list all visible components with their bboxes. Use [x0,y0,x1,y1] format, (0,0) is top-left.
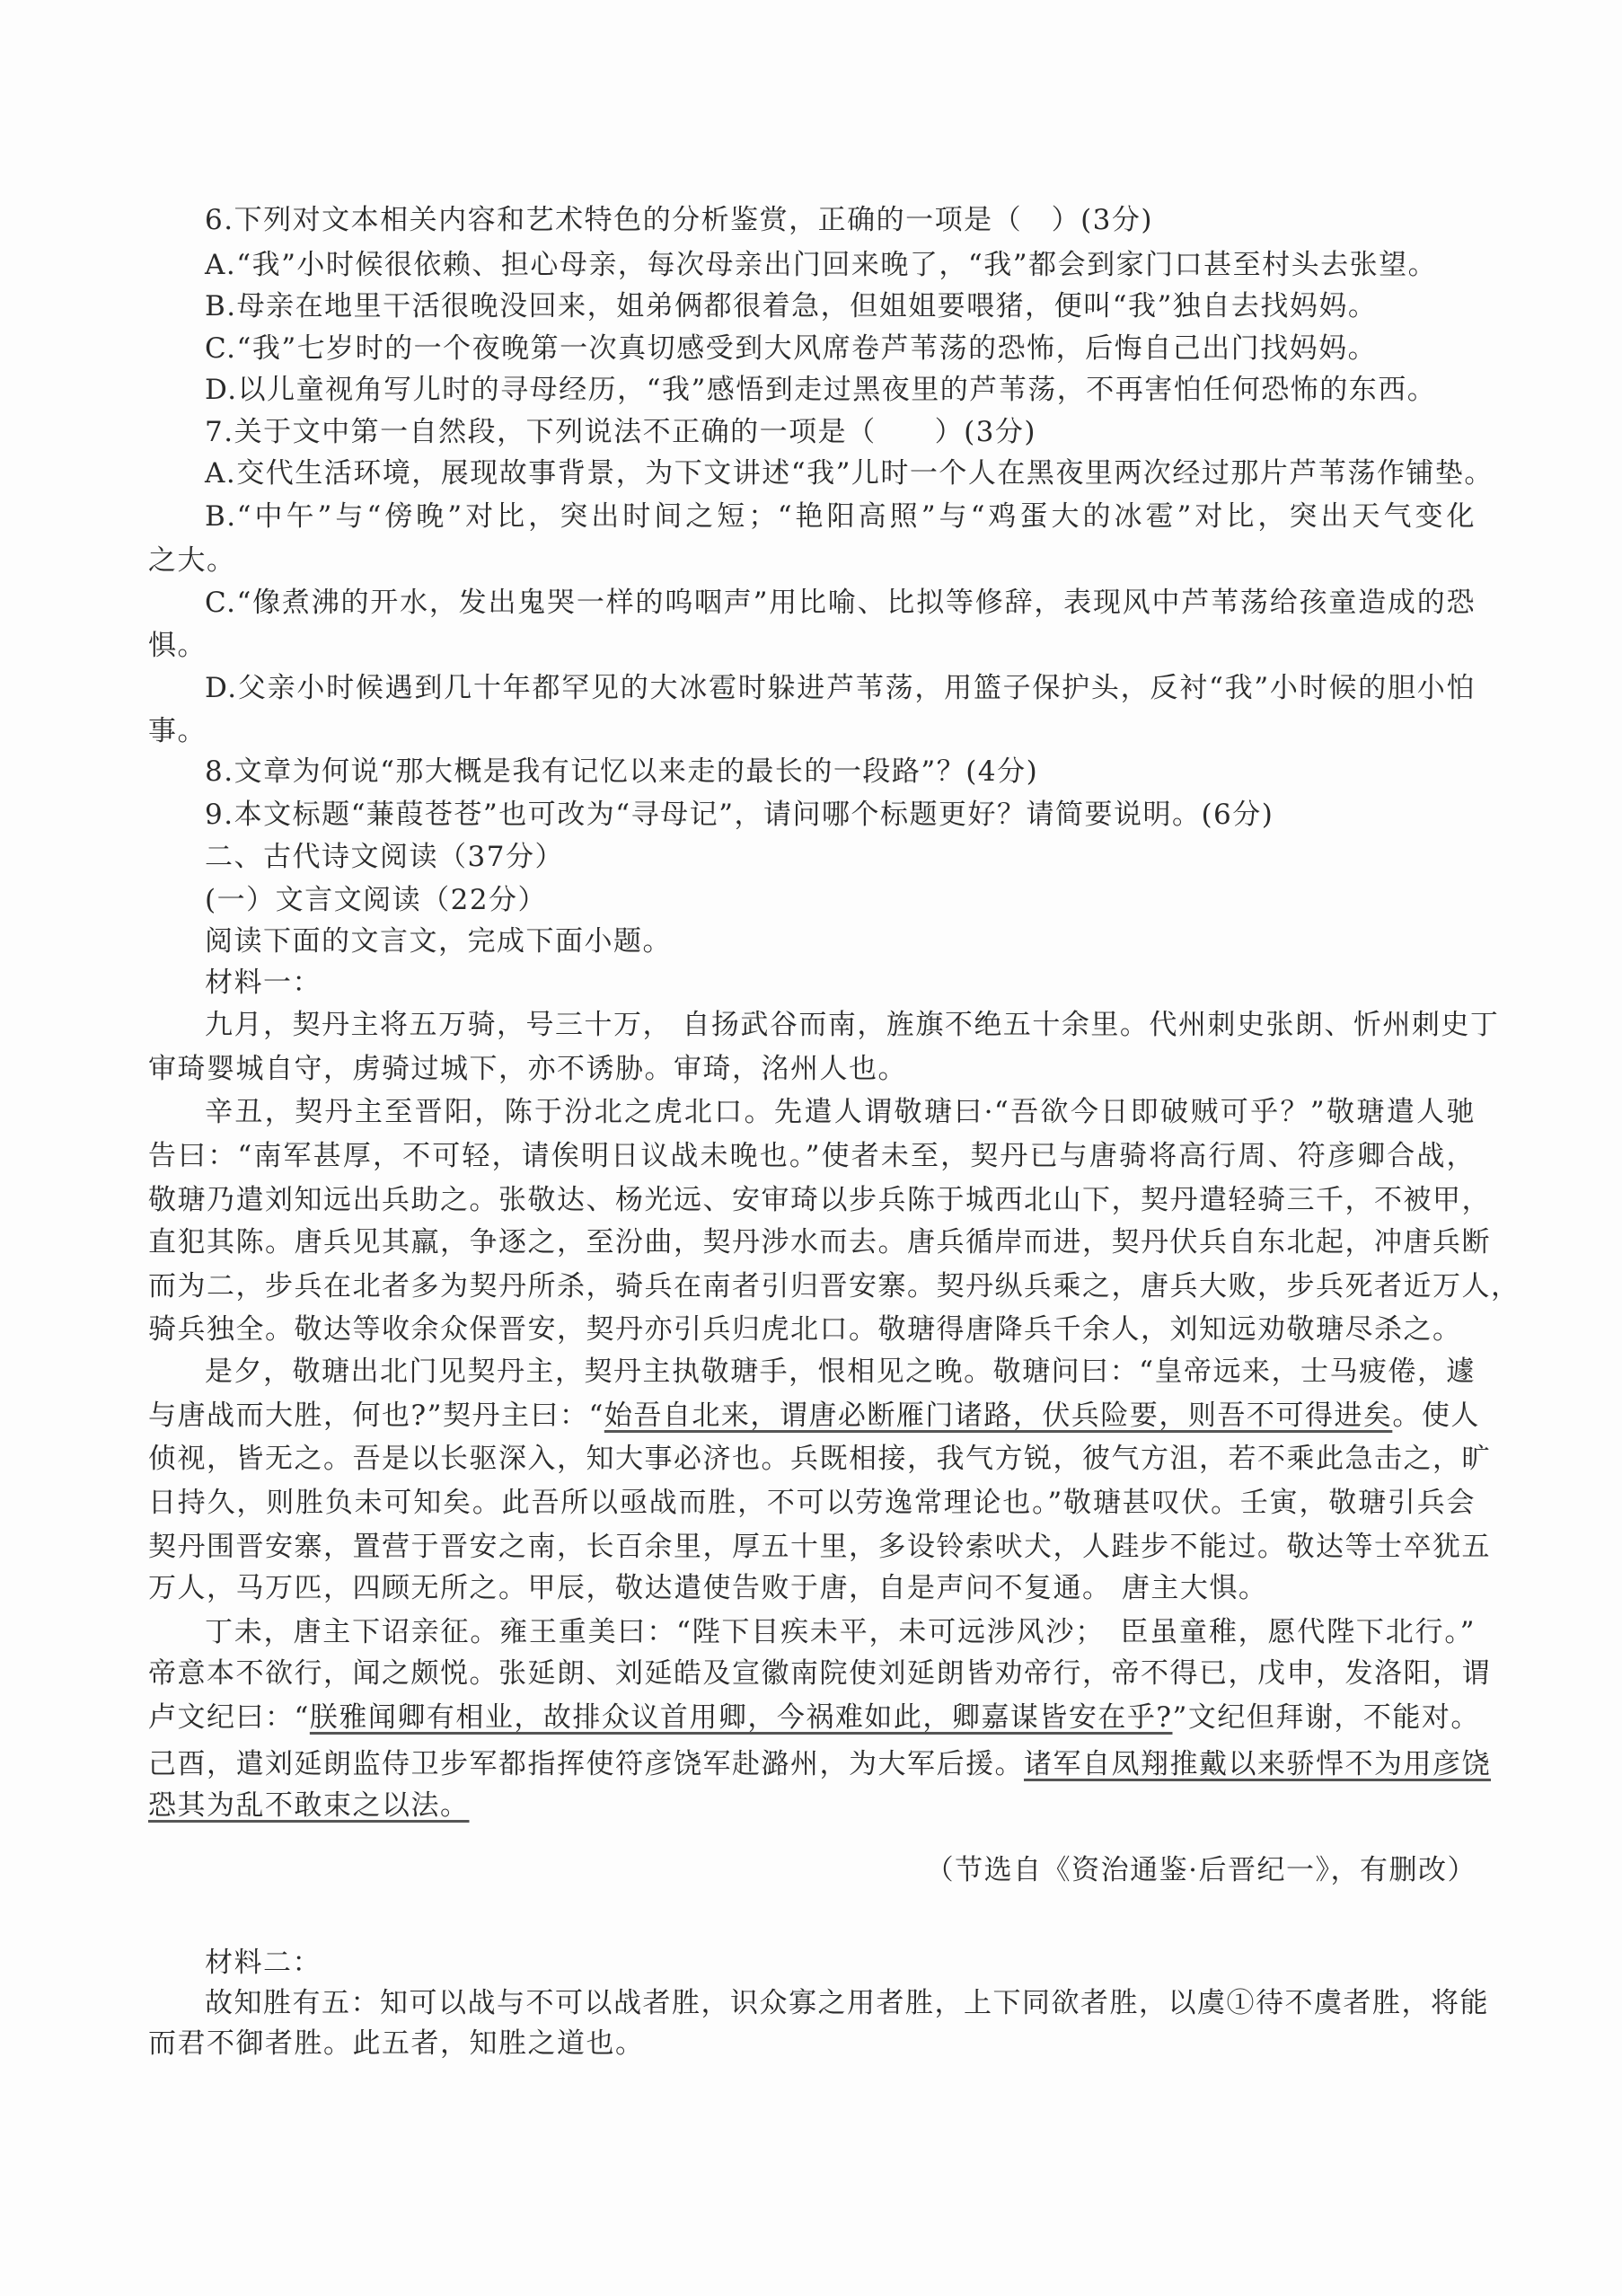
material-1-p2-line: 而为二，步兵在北者多为契丹所杀，骑兵在南者引归晋安寨。契丹纵兵乘之，唐兵大败，步兵死者近万人， [148,1270,1521,1303]
question-7-option-b: B.“中午”与“傍晚”对比，突出时间之短；“艳阳高照”与“鸡蛋大的冰雹”对比，突出天气变化 [205,500,1476,533]
text: 。使人 [1392,1400,1480,1432]
underlined-sentence-3-cont: 恐其为乱不敢束之以法。 [148,1789,470,1822]
question-6-option-c: C.“我”七岁时的一个夜晚第一次真切感受到大风席卷芦苇荡的恐怖，后悔自己出门找妈妈。 [205,332,1378,365]
section-subheading: (一）文言文阅读（22分） [205,884,548,916]
material-1-p3-line [148,1398,1480,1434]
text: ”文纪但拜谢，不能对。 [1172,1701,1480,1734]
material-1-p4-line [148,1788,470,1824]
text: 与唐战而大胜，何也?”契丹主曰：“ [148,1400,604,1432]
question-9: 9.本文标题“蒹葭苍苍”也可改为“寻母记”，请问哪个标题更好？请简要说明。(6分) [205,799,1274,831]
material-1-p3-line: 侦视，皆无之。吾是以长驱深入，知大事必济也。兵既相接，我气方锐，彼气方沮，若不乘此急击之，旷 [148,1443,1491,1475]
section-instruction: 阅读下面的文言文，完成下面小题。 [205,925,672,958]
text: 己酉，遣刘延朗监侍卫步军都指挥使符彦饶军赴潞州，为大军后援。 [148,1748,1024,1780]
material-1-p4-line [148,1746,1491,1782]
material-1-p3-line: 契丹围晋安寨，置营于晋安之南，长百余里，厚五十里，多设铃索吠犬，人跬步不能过。敬达等士卒犹五 [148,1531,1491,1563]
source-citation: （节选自《资治通鉴·后晋纪一》，有删改） [925,1854,1477,1886]
material-1-p4-line [148,1700,1480,1735]
material-1-p3-line: 是夕，敬瑭出北门见契丹主，契丹主执敬瑭手，恨相见之晚。敬瑭问曰：“皇帝远来，士马疲倦，遽 [205,1356,1476,1388]
question-7-option-b-cont: 之大。 [148,544,236,577]
material-1-p3-line: 日持久，则胜负未可知矣。此吾所以亟战而胜，不可以劳逸常理论也。”敬瑭甚叹伏。壬寅，敬瑭引兵会 [148,1487,1476,1519]
material-1-p2-line: 告曰：“南军甚厚，不可轻，请俟明日议战未晚也。”使者未至，契丹已与唐骑将高行周、符彦卿合战， [148,1140,1476,1172]
text: 卢文纪曰：“ [148,1701,310,1734]
underlined-sentence-1: 始吾自北来，谓唐必断雁门诸路，伏兵险要，则吾不可得进矣 [604,1400,1393,1432]
question-6-option-b: B.母亲在地里干活很晚没回来，姐弟俩都很着急，但姐姐要喂猪，便叫“我”独自去找妈妈。 [205,290,1378,322]
material-2-label: 材料二： [205,1947,322,1979]
question-6-stem: 6.下列对文本相关内容和艺术特色的分析鉴赏，正确的一项是（ ）(3分) [205,204,1153,236]
material-1-p3-line: 万人，马万匹，四顾无所之。甲辰，敬达遣使告败于唐，自是声问不复通。 唐主大惧。 [148,1572,1268,1604]
material-1-p2-line: 直犯其陈。唐兵见其羸，争逐之，至汾曲，契丹涉水而去。唐兵循岸而进，契丹伏兵自东北起，冲唐兵断 [148,1226,1491,1258]
material-1-p4-line: 丁未，唐主下诏亲征。雍王重美曰：“陛下目疾未平，未可远涉风沙； 臣虽童稚，愿代陛下北行。” [205,1616,1476,1648]
question-7-stem: 7.关于文中第一自然段，下列说法不正确的一项是（ ）(3分) [205,416,1036,448]
question-7-option-d: D.父亲小时候遇到几十年都罕见的大冰雹时躲进芦苇荡，用篮子保护头，反衬“我”小时候的胆小怕 [205,672,1476,704]
material-1-p2-line: 骑兵独全。敬达等收余众保晋安，契丹亦引兵归虎北口。敬瑭得唐降兵千余人，刘知远劝敬瑭尽杀之。 [148,1313,1462,1346]
material-1-p2-line: 敬瑭乃遣刘知远出兵助之。张敬达、杨光远、安审琦以步兵陈于城西北山下，契丹遣轻骑三千，不被甲， [148,1184,1491,1216]
underlined-sentence-2: 朕雅闻卿有相业，故排众议首用卿，今祸难如此，卿嘉谋皆安在乎? [309,1701,1173,1734]
question-7-option-c-cont: 惧。 [148,630,207,662]
material-1-label: 材料一： [205,967,322,999]
question-7-option-d-cont: 事。 [148,715,207,747]
question-7-option-a: A.交代生活环境，展现故事背景，为下文讲述“我”儿时一个人在黑夜里两次经过那片芦苇荡作铺垫。 [205,457,1494,490]
material-1-p1-line: 审琦婴城自守，虏骑过城下，亦不诱胁。审琦，洺州人也。 [148,1053,907,1085]
question-8: 8.文章为何说“那大概是我有记忆以来走的最长的一段路”？(4分) [205,755,1039,788]
material-2-line: 而君不御者胜。此五者，知胜之道也。 [148,2027,645,2060]
question-7-option-c: C.“像煮沸的开水，发出鬼哭一样的呜咽声”用比喻、比拟等修辞，表现风中芦苇荡给孩童造成的恐 [205,587,1476,619]
material-2-line: 故知胜有五：知可以战与不可以战者胜，识众寡之用者胜，上下同欲者胜，以虞①待不虞者胜，将能 [205,1987,1489,2019]
question-6-option-d: D.以儿童视角写儿时的寻母经历，“我”感悟到走过黑夜里的芦苇荡，不再害怕任何恐怖的东西。 [205,374,1437,406]
section-heading: 二、古代诗文阅读（37分） [205,841,564,873]
question-6-option-a: A.“我”小时候很依赖、担心母亲，每次母亲出门回来晚了，“我”都会到家门口甚至村头去张望。 [205,249,1438,281]
underlined-sentence-3: 诸军自凤翔推戴以来骄悍不为用彦饶 [1024,1748,1491,1780]
material-1-p4-line: 帝意本不欲行，闻之颇悦。张延朗、刘延皓及宣徽南院使刘延朗皆劝帝行，帝不得已，戊申，发洛阳，谓 [148,1657,1491,1690]
material-1-p1-line: 九月，契丹主将五万骑，号三十万， 自扬武谷而南，旌旗不绝五十余里。代州刺史张朗、忻州刺史丁 [205,1009,1500,1041]
material-1-p2-line: 辛丑，契丹主至晋阳，陈于汾北之虎北口。先遣人谓敬瑭曰·“吾欲今日即破贼可乎？”敬瑭遣人驰 [205,1096,1476,1128]
